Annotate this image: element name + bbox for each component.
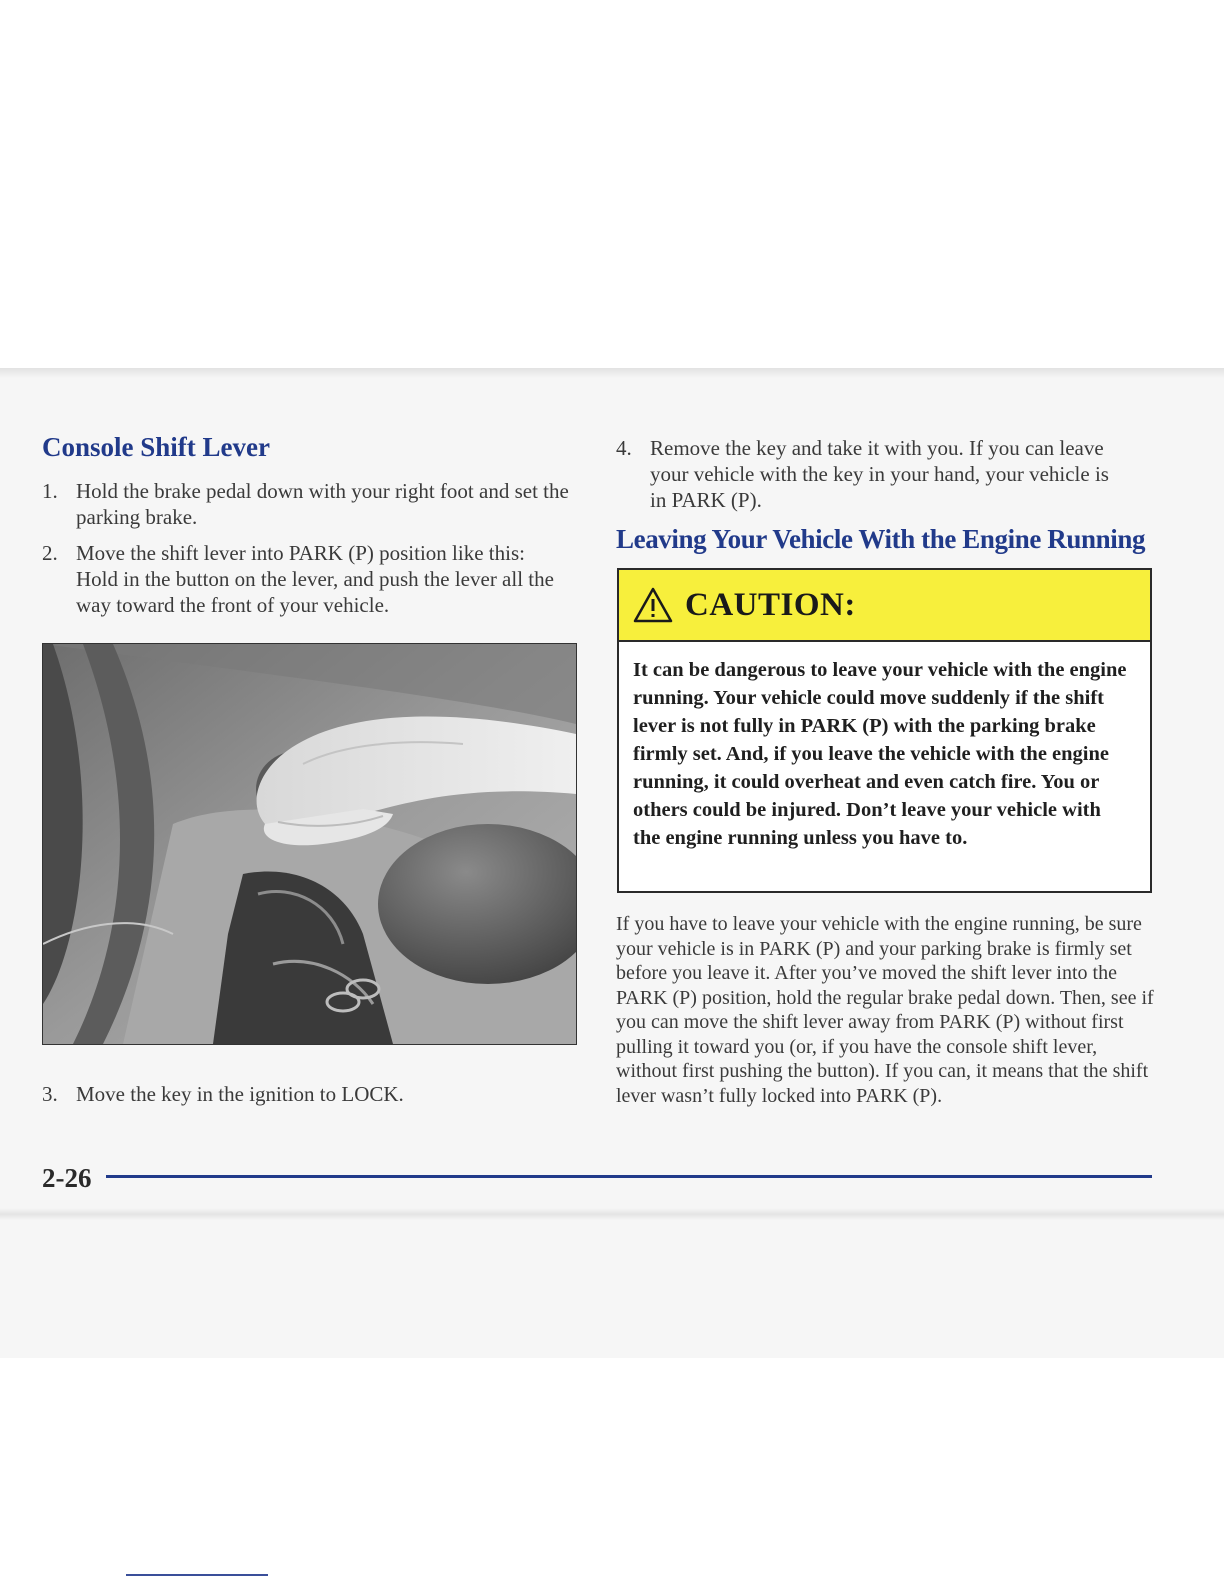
step-number: 3. — [42, 1082, 58, 1106]
console-steps-list-continued — [42, 1081, 542, 1117]
page-band-bottom-edge — [0, 1208, 1224, 1220]
step-text: Hold the brake pedal down with your right foot and set the parking brake. — [76, 479, 569, 529]
page-number: 2-26 — [42, 1163, 92, 1193]
caution-box — [617, 568, 1152, 893]
scan-artifact-rule — [126, 1574, 268, 1576]
warning-triangle-icon — [633, 587, 673, 623]
continued-steps-list — [616, 435, 1126, 523]
step-4 — [616, 435, 1126, 513]
shift-lever-illustration — [43, 644, 576, 1044]
shift-lever-photo — [42, 643, 577, 1045]
engine-running-paragraph: If you have to leave your vehicle with the engine running, be sure your vehicle is in PARK (P) and your parking brake is firmly set before you leave it. After you’ve moved the shift lever into the PARK (P) position, hold the regular brake pedal down. Then, see if you can move the shift lever away from PARK (P) without first pulling it toward you (or, if you have the console shift lever, without first pushing the button). If you can, it means that the shift lever wasn’t fully locked into PARK (P). — [616, 913, 1154, 1107]
step-1 — [42, 478, 572, 530]
step-text: Move the shift lever into PARK (P) position like this: Hold in the button on the lever, and push the lever all the way toward the front of your vehicle. — [76, 541, 554, 617]
caution-body: It can be dangerous to leave your vehicle with the engine running. Your vehicle could move suddenly if the shift lever is not fully in PARK (P) with the parking brake firmly set. And, if you leave the vehicle with the engine running, it could overheat and even catch fire. You or others could be injured. Don’t leave your vehicle with the engine running unless you have to. — [633, 659, 1127, 849]
footer-rule — [106, 1175, 1152, 1178]
step-number: 1. — [42, 479, 58, 503]
step-text: Move the key in the ignition to LOCK. — [76, 1082, 404, 1106]
step-text: Remove the key and take it with you. If you can leave your vehicle with the key in your hand, your vehicle is in PARK (P). — [650, 436, 1109, 512]
caution-header — [619, 570, 1150, 642]
step-3 — [42, 1081, 542, 1107]
caution-title: CAUTION: — [685, 586, 856, 623]
step-2 — [42, 540, 572, 618]
step-number: 2. — [42, 541, 58, 565]
console-shift-lever-heading: Console Shift Lever — [42, 432, 270, 462]
console-steps-list — [42, 478, 572, 628]
leaving-vehicle-heading: Leaving Your Vehicle With the Engine Running — [616, 524, 1146, 554]
page-band-top-edge — [0, 368, 1224, 378]
step-number: 4. — [616, 436, 632, 460]
